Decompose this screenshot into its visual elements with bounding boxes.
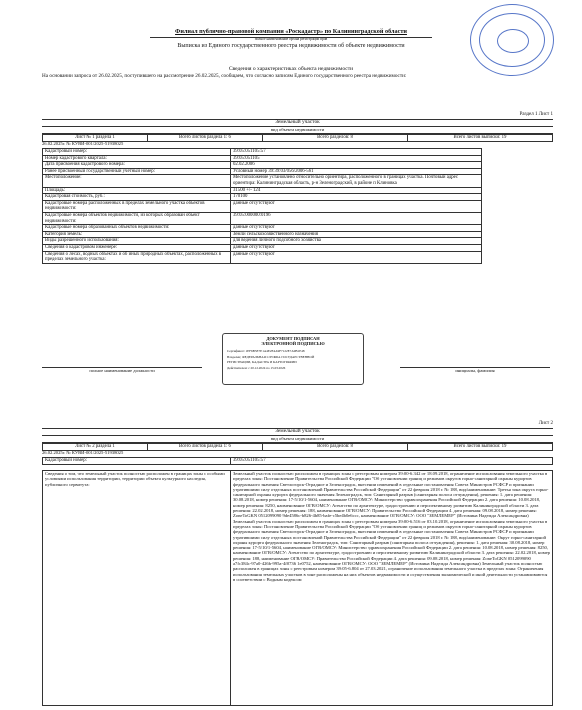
page2-object-kind: вид объекта недвижимости (270, 436, 325, 441)
sign-name-label: инициалы, фамилия (455, 368, 495, 373)
table-row (43, 231, 482, 238)
page2-cad-label: Кадастровый номер: (43, 458, 231, 465)
sheets-total: Всего листов раздела 1: 6 (148, 135, 263, 142)
table-row (43, 251, 482, 263)
table-row (43, 225, 482, 232)
table-row (43, 168, 482, 175)
row-value: 170100 (231, 194, 482, 201)
signature-line2: ЭЛЕКТРОННОЙ ПОДПИСЬЮ (261, 341, 325, 346)
table-row (43, 155, 482, 162)
signature-line1: ДОКУМЕНТ ПОДПИСАН (266, 336, 320, 341)
signature-owner2: РЕГИСТРАЦИИ, КАДАСТРА И КАРТОГРАФИИ (227, 360, 297, 364)
row-value: Земли сельскохозяйственного назначения (231, 231, 482, 238)
row-value: для ведения личного подсобного хозяйства (231, 238, 482, 245)
row-label: Номер кадастрового квартала: (43, 155, 231, 162)
doc-title: Выписка из Единого государственного реестра недвижимости об объекте недвижимости (177, 43, 405, 49)
page2-sheet-no: Лист № 2 раздела 1 (43, 444, 148, 451)
row-label: Ранее присвоенный государственный учетный номер: (43, 168, 231, 175)
date-number: 26.02.2025г. № КУВИ-001/2025-51938025 (42, 141, 124, 146)
page2-cad-table (42, 457, 553, 465)
zones-text: Земельный участок полностью расположен в границах зоны с реестровым номером 39:00-6.342 от 18.09.2018, ограничение использования земельного участка в пределах зоны: Постановление Правительства Российской Федерации "Об установлении границ и режимов округов горно-санитарной охраны курортов федерального значения Светлогорск-Отрадное и Зеленоградск, внесении изменений в отдельные постановления Совета Министров РСФСР и признании утратившими силу отдельных постановлений Правительства Российской Федерации" от 22 февраля 2018 г. № 188, вид/наименование: Третья зона округа горно-санитарной охраны курорта федерального значения Зеленоградск, тип: Санитарный разрыв (санитарная полоса отчуждения), решения: 1. дата решения: 30.08.2018, номер решения: 17-5/10/1-5604, наименование ОГВ/ОМСУ: Министерство здравоохранения Российской Федерации 2. дата решения: 10.08.2018, номер решения: 8250, наименование ОГВ/ОМСУ: Агентство по архитектуре, градостроению и перспективному развитию Калининградской области 3. дата решения: 22.02.2018, номер решения: 188, наименование ОГВ/ОМСУ: Правительство Российской Федерации 4. дата решения: 09.08.2018, номер решения: ZoneToGKN 0512099090 9de4586c-b826-4b85-bafe-c5be4b0e6ccc, наименование ОГВ/ОМСУ: ООО "ЗЕМЛЕМЕР" (Истомина Надежда Александровна) Земельный участок полностью расположен в границах зоны с реестровым номером 39:00-6.516 от 03.10.2018, ограничение использования земельного участка в пределах зоны: Постановление Правительства Российской Федерации "Об установлении границ и режимов округов горно-санитарной охраны курортов федерального значения Светлогорск-Отрадное и Зеленоградск, внесении изменений в отдельные постановления Совета Министров РСФСР и признании утратившими силу отдельных постановлений Правительства Российской Федерации" от 22 февраля 2018 г. № 188, вид/наименование: Округ горно-санитарной охраны курорта федерального значения Зеленоградск, тип: Санитарный разрыв (санитарная полоса отчуждения), решения: 1. дата решения: 30.08.2018, номер решения: 17-5/10/1-5604, наименование ОГВ/ОМСУ: Министерство здравоохранения Российской Федерации 2. дата решения: 10.08.2018, номер решения: 8250, наименование ОГВ/ОМСУ: Агентство по архитектуре, градостроению и перспективному развитию Калининградской области 3. дата решения: 22.02.2018, номер решения: 188, наименование ОГВ/ОМСУ: Правительство Российской Федерации 4. дата решения: 09.08.2018, номер решения: ZoneToGKN 0512099090 a7fc384c-97a0-426b-995a-4f0736 1e0752, наименование ОГВ/ОМСУ: ООО "ЗЕМЛЕМЕР" (Истомина Надежда Александровна) Земельный участок полностью расположен в границах зоны с реестровым номером 39:05-6.804 от 27.03.2021, ограничение использования земельного участка в пределах зоны: Ограничения использования земельных участков в зоне расположены на них объектов недвижимости и осуществления экономической и иной деятельности устанавливаются в соответствии с Водным кодексом (233, 471, 550, 582)
sections-total: Всего разделов: 8 (263, 135, 408, 142)
page2-pages-total: Всего листов выписки: 19 (408, 444, 553, 451)
row-value: 39:05:000000:0196 (231, 212, 482, 224)
row-value: данные отсутствуют (231, 251, 482, 263)
table-row (43, 149, 482, 156)
sign-position-label: полное наименование должности (89, 368, 155, 373)
table-row (43, 162, 482, 169)
row-value: данные отсутствуют (231, 244, 482, 251)
electronic-signature-box (222, 333, 364, 385)
row-label: Кадастровый номер: (43, 149, 231, 156)
signature-cert: Сертификат: 1EF6B5E7E1A4E2E4A9F7122E7A9B1E48 (227, 349, 305, 353)
row-label: Категория земель: (43, 231, 231, 238)
row-value: 39:05:051105:57 (231, 149, 482, 156)
org-subtitle: полное наименование органа регистрации прав (254, 37, 328, 41)
zones-label: Сведения о том, что земельный участок полностью расположен в границах зоны с особыми условиями использования территории, территории объекта культурного наследия, публичного сервитута: (43, 471, 231, 706)
row-value: Условный номер 39:39:03/056/2006-561 (231, 168, 482, 175)
object-kind: вид объекта недвижимости (270, 127, 325, 132)
page2-date-number: 26.02.2025г. № КУВИ-001/2025-51938025 (42, 450, 124, 455)
signature-valid: Действителен: с 20.12.2024 по 15.03.2026 (227, 366, 286, 370)
object-type: Земельный участок (275, 119, 320, 125)
row-value: данные отсутствуют (231, 200, 482, 212)
table-row (43, 200, 482, 212)
row-value: 02.02.2006 (231, 162, 482, 169)
table-row (43, 244, 482, 251)
table-row (43, 194, 482, 201)
row-label: Виды разрешенного использования: (43, 238, 231, 245)
zones-description (231, 471, 553, 706)
row-label: Кадастровая стоимость, руб.: (43, 194, 231, 201)
row-label: Сведения о кадастровом инженере: (43, 244, 231, 251)
row-label: Кадастровые номера объектов недвижимости, из которых образован объект недвижимости: (43, 212, 231, 224)
page2-object-type: Земельный участок (275, 428, 320, 434)
zones-table (42, 470, 553, 706)
characteristics-table (42, 148, 482, 264)
signature-owner: Владелец: ФЕДЕРАЛЬНАЯ СЛУЖБА ГОСУДАРСТВЕННОЙ (227, 355, 315, 359)
row-label: Кадастровые номера образованных объектов недвижимости: (43, 225, 231, 232)
page2-sheet-label: Лист 2 (538, 421, 553, 426)
table-row (43, 175, 482, 187)
table-row (43, 212, 482, 224)
row-label: Местоположение: (43, 175, 231, 187)
org-title: Филиал публично-правовой компании «Роскадастр» по Калининградской области (175, 28, 407, 35)
row-value: данные отсутствуют (231, 225, 482, 232)
section-label: Раздел 1 Лист 1 (519, 112, 553, 117)
row-label: Площадь: (43, 187, 231, 194)
table-row (43, 187, 482, 194)
page2-sections-total: Всего разделов: 8 (263, 444, 408, 451)
row-value: 39:05:051105 (231, 155, 482, 162)
sheet-no: Лист № 1 раздела 1 (43, 135, 148, 142)
row-label: Дата присвоения кадастрового номера: (43, 162, 231, 169)
row-value: 31500 +/- 124 (231, 187, 482, 194)
page2-sheets-total: Всего листов раздела 1: 6 (148, 444, 263, 451)
row-value: Местоположение установлено относительно ориентира, расположенного в границах участка. Почтовый адрес ориентира: Калининградская область, р-н Зеленоградский, в районе п Клиновка (231, 175, 482, 187)
row-label: Кадастровые номера расположенных в пределах земельного участка объектов недвижимости: (43, 200, 231, 212)
pages-total: Всего листов выписки: 19 (408, 135, 553, 142)
section-title: Сведения о характеристиках объекта недвижимости (228, 66, 354, 72)
official-stamp (470, 4, 554, 76)
page2-cad-value: 39:05:051105:57 (231, 458, 553, 465)
table-row (43, 238, 482, 245)
basis-text: На основании запроса от 26.02.2025, поступившего на рассмотрение 26.02.2025, сообщаем, что согласно записям Единого государственного реестра недвижимости: (42, 73, 407, 79)
row-label: Сведения о лесах, водных объектах и об иных природных объектах, расположенных в пределах земельного участка: (43, 251, 231, 263)
